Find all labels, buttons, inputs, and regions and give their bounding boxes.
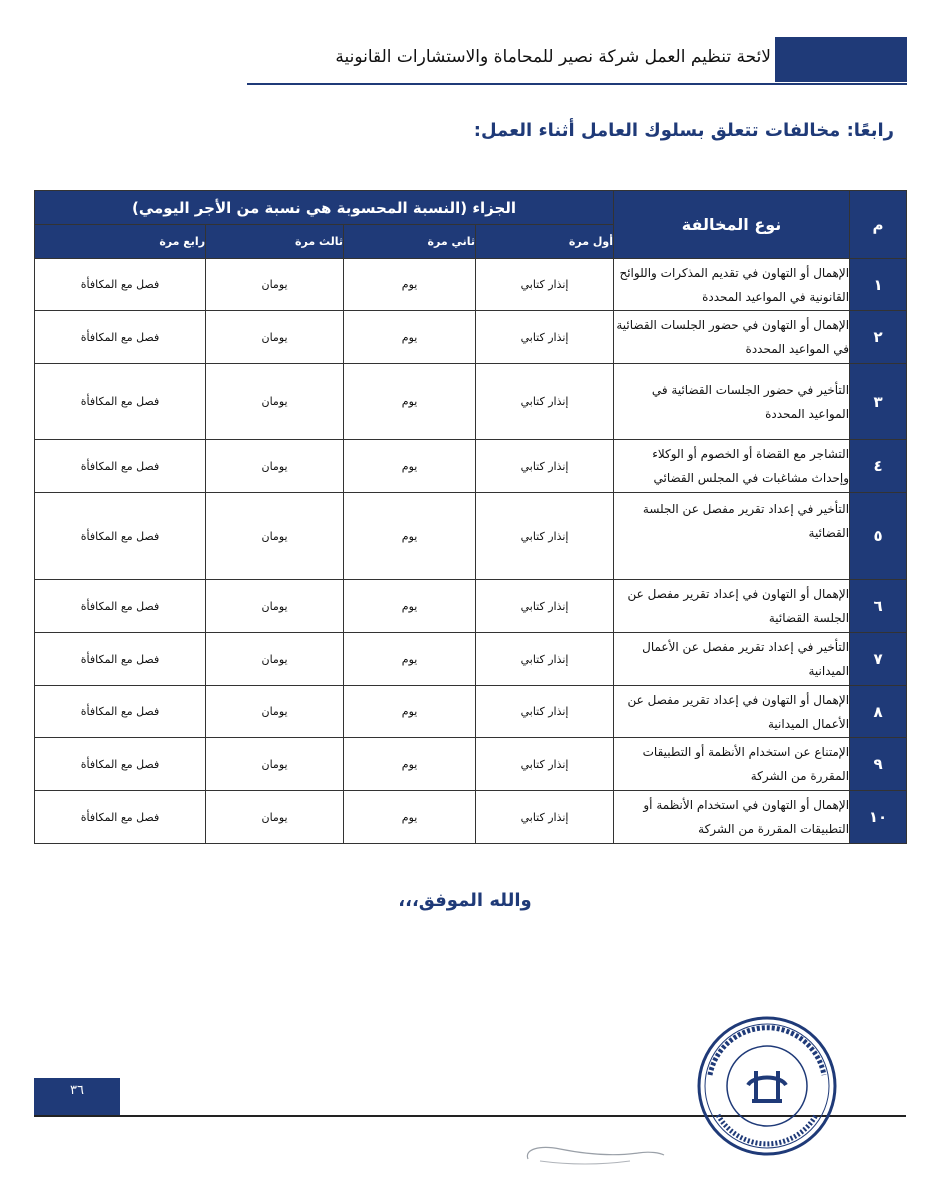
violation-text: التأخير في حضور الجلسات القضائية في المواعيد المحددة bbox=[614, 364, 850, 440]
third-penalty: يومان bbox=[206, 738, 344, 791]
third-penalty: يومان bbox=[206, 686, 344, 738]
violation-text: التأخير في إعداد تقرير مفصل عن الجلسة القضائية bbox=[614, 493, 850, 580]
header-second-time: ثاني مرة bbox=[344, 225, 476, 259]
violation-text: الإهمال أو التهاون في استخدام الأنظمة أو التطبيقات المقررة من الشركة bbox=[614, 791, 850, 844]
third-penalty: يومان bbox=[206, 311, 344, 364]
second-penalty: يوم bbox=[344, 259, 476, 311]
header-fourth-time: رابع مرة bbox=[35, 225, 206, 259]
violation-text: الإهمال أو التهاون في حضور الجلسات القضائية في المواعيد المحددة bbox=[614, 311, 850, 364]
second-penalty: يوم bbox=[344, 364, 476, 440]
header-first-time: أول مرة bbox=[476, 225, 614, 259]
header-penalty-group: الجزاء (النسبة المحسوبة هي نسبة من الأجر اليومي) bbox=[35, 191, 614, 225]
violation-text: الإهمال أو التهاون في تقديم المذكرات واللوائح القانونية في المواعيد المحددة bbox=[614, 259, 850, 311]
row-number: ٨ bbox=[850, 686, 907, 738]
section-title: رابعًا: مخالفات تتعلق بسلوك العامل أثناء العمل: bbox=[473, 120, 894, 141]
fourth-penalty: فصل مع المكافأة bbox=[35, 633, 206, 686]
fourth-penalty: فصل مع المكافأة bbox=[35, 440, 206, 493]
second-penalty: يوم bbox=[344, 791, 476, 844]
page-number: ٣٦ bbox=[34, 1078, 120, 1116]
signature-scribble bbox=[520, 1135, 670, 1175]
fourth-penalty: فصل مع المكافأة bbox=[35, 580, 206, 633]
header-violation-type: نوع المخالفة bbox=[614, 191, 850, 259]
second-penalty: يوم bbox=[344, 738, 476, 791]
first-penalty: إنذار كتابي bbox=[476, 311, 614, 364]
table-row bbox=[35, 364, 907, 440]
second-penalty: يوم bbox=[344, 633, 476, 686]
table-row bbox=[35, 440, 907, 493]
fourth-penalty: فصل مع المكافأة bbox=[35, 311, 206, 364]
row-number: ٥ bbox=[850, 493, 907, 580]
fourth-penalty: فصل مع المكافأة bbox=[35, 791, 206, 844]
third-penalty: يومان bbox=[206, 259, 344, 311]
third-penalty: يومان bbox=[206, 493, 344, 580]
first-penalty: إنذار كتابي bbox=[476, 633, 614, 686]
row-number: ٧ bbox=[850, 633, 907, 686]
first-penalty: إنذار كتابي bbox=[476, 493, 614, 580]
table-row bbox=[35, 686, 907, 738]
table-row bbox=[35, 633, 907, 686]
row-number: ٩ bbox=[850, 738, 907, 791]
third-penalty: يومان bbox=[206, 791, 344, 844]
header-accent-block bbox=[775, 37, 907, 82]
fourth-penalty: فصل مع المكافأة bbox=[35, 686, 206, 738]
first-penalty: إنذار كتابي bbox=[476, 580, 614, 633]
table-row bbox=[35, 259, 907, 311]
fourth-penalty: فصل مع المكافأة bbox=[35, 364, 206, 440]
second-penalty: يوم bbox=[344, 440, 476, 493]
first-penalty: إنذار كتابي bbox=[476, 259, 614, 311]
fourth-penalty: فصل مع المكافأة bbox=[35, 493, 206, 580]
header-divider bbox=[247, 83, 907, 85]
first-penalty: إنذار كتابي bbox=[476, 440, 614, 493]
first-penalty: إنذار كتابي bbox=[476, 791, 614, 844]
first-penalty: إنذار كتابي bbox=[476, 364, 614, 440]
second-penalty: يوم bbox=[344, 580, 476, 633]
row-number: ١٠ bbox=[850, 791, 907, 844]
table-row bbox=[35, 311, 907, 364]
third-penalty: يومان bbox=[206, 364, 344, 440]
second-penalty: يوم bbox=[344, 493, 476, 580]
violation-text: التشاجر مع القضاة أو الخصوم أو الوكلاء وإحداث مشاغبات في المجلس القضائي bbox=[614, 440, 850, 493]
first-penalty: إنذار كتابي bbox=[476, 686, 614, 738]
violations-table bbox=[34, 190, 907, 844]
violation-text: الإهمال أو التهاون في إعداد تقرير مفصل عن الأعمال الميدانية bbox=[614, 686, 850, 738]
fourth-penalty: فصل مع المكافأة bbox=[35, 738, 206, 791]
document-title: لائحة تنظيم العمل شركة نصير للمحاماة والاستشارات القانونية bbox=[335, 47, 771, 67]
first-penalty: إنذار كتابي bbox=[476, 738, 614, 791]
fourth-penalty: فصل مع المكافأة bbox=[35, 259, 206, 311]
third-penalty: يومان bbox=[206, 633, 344, 686]
row-number: ٢ bbox=[850, 311, 907, 364]
third-penalty: يومان bbox=[206, 580, 344, 633]
row-number: ٣ bbox=[850, 364, 907, 440]
row-number: ١ bbox=[850, 259, 907, 311]
second-penalty: يوم bbox=[344, 311, 476, 364]
row-number: ٦ bbox=[850, 580, 907, 633]
row-number: ٤ bbox=[850, 440, 907, 493]
third-penalty: يومان bbox=[206, 440, 344, 493]
violation-text: التأخير في إعداد تقرير مفصل عن الأعمال الميدانية bbox=[614, 633, 850, 686]
violation-text: الإهمال أو التهاون في إعداد تقرير مفصل عن الجلسة القضائية bbox=[614, 580, 850, 633]
header-third-time: ثالث مرة bbox=[206, 225, 344, 259]
company-seal-icon bbox=[696, 1015, 838, 1157]
table-row bbox=[35, 738, 907, 791]
second-penalty: يوم bbox=[344, 686, 476, 738]
header-number: م bbox=[850, 191, 907, 259]
table-row bbox=[35, 493, 907, 580]
violation-text: الإمتناع عن استخدام الأنظمة أو التطبيقات المقررة من الشركة bbox=[614, 738, 850, 791]
table-row bbox=[35, 580, 907, 633]
table-row bbox=[35, 791, 907, 844]
closing-phrase: والله الموفق،،، bbox=[398, 890, 532, 911]
